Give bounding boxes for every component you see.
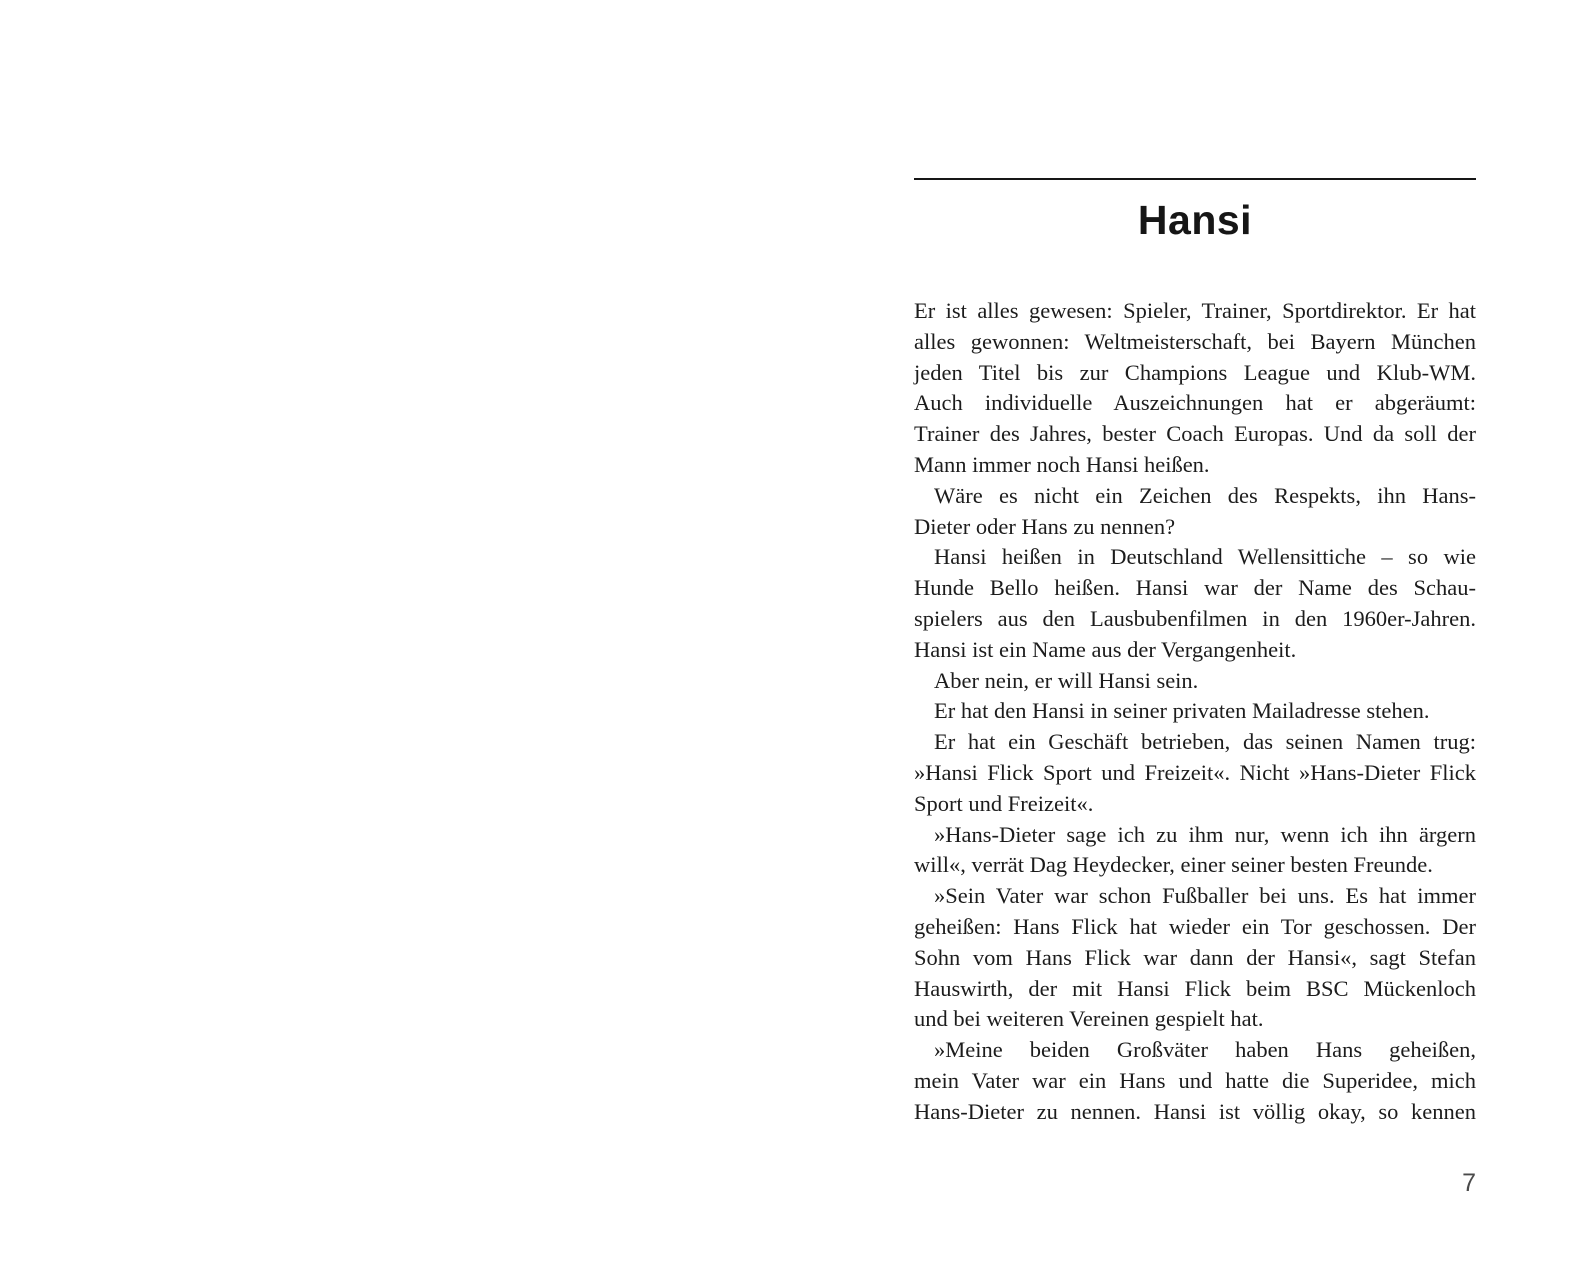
body-line: Er hat ein Geschäft betrieben, das seinen Namen trug: [934,729,1476,755]
body-line: Dieter oder Hans zu nennen? [914,513,1176,539]
body-line: »Hans-Dieter sage ich zu ihm nur, wenn ich ihn ärgern [934,821,1476,847]
body-line: und bei weiteren Vereinen gespielt hat. [914,1006,1264,1032]
chapter-title: Hansi [1137,197,1253,243]
body-line: Hauswirth, der mit Hansi Flick beim BSC Mückenloch [914,975,1476,1001]
body-line: Sohn vom Hans Flick war dann der Hansi«, sagt Stefan [914,944,1476,970]
body-line: Auch individuelle Auszeichnungen hat er abgeräumt: [914,390,1476,416]
body-line: »Meine beiden Großväter haben Hans geheißen, [934,1037,1476,1063]
body-line: alles gewonnen: Weltmeisterschaft, bei Bayern München [914,328,1476,354]
body-line: mein Vater war ein Hans und hatte die Superidee, mich [914,1067,1476,1093]
body-line: will«, verrät Dag Heydecker, einer seiner besten Freunde. [914,852,1433,878]
body-line: geheißen: Hans Flick hat wieder ein Tor geschossen. Der [914,913,1476,939]
body-line: Wäre es nicht ein Zeichen des Respekts, ihn Hans- [934,482,1476,508]
body-line: jeden Titel bis zur Champions League und Klub-WM. [914,359,1476,385]
body-line: Hunde Bello heißen. Hansi war der Name des Schau- [914,575,1476,601]
body-line: Er ist alles gewesen: Spieler, Trainer, Sportdirektor. Er hat [914,298,1476,323]
page-number: 7 [1462,1169,1476,1197]
body-line: Hansi heißen in Deutschland Wellensittiche – so wie [934,544,1476,570]
body-line: »Sein Vater war schon Fußballer bei uns. Es hat immer [934,883,1476,909]
body-line: Hansi ist ein Name aus der Vergangenheit. [914,636,1297,662]
body-line: Mann immer noch Hansi heißen. [914,451,1210,477]
body-line: Trainer des Jahres, bester Coach Europas. Und da soll der [914,421,1476,447]
body-line: Er hat den Hansi in seiner privaten Mailadresse stehen. [934,698,1430,724]
body-text [914,296,1476,1128]
body-line: Sport und Freizeit«. [914,790,1094,816]
body-line: Hans-Dieter zu nennen. Hansi ist völlig okay, so kennen [914,1098,1476,1124]
body-line: »Hansi Flick Sport und Freizeit«. Nicht »Hans-Dieter Flick [914,759,1476,785]
page-content [914,0,1476,1270]
body-line: spielers aus den Lausbubenfilmen in den 1960er-Jahren. [914,605,1476,631]
body-line: Aber nein, er will Hansi sein. [934,667,1199,693]
chapter-rule [914,178,1476,180]
